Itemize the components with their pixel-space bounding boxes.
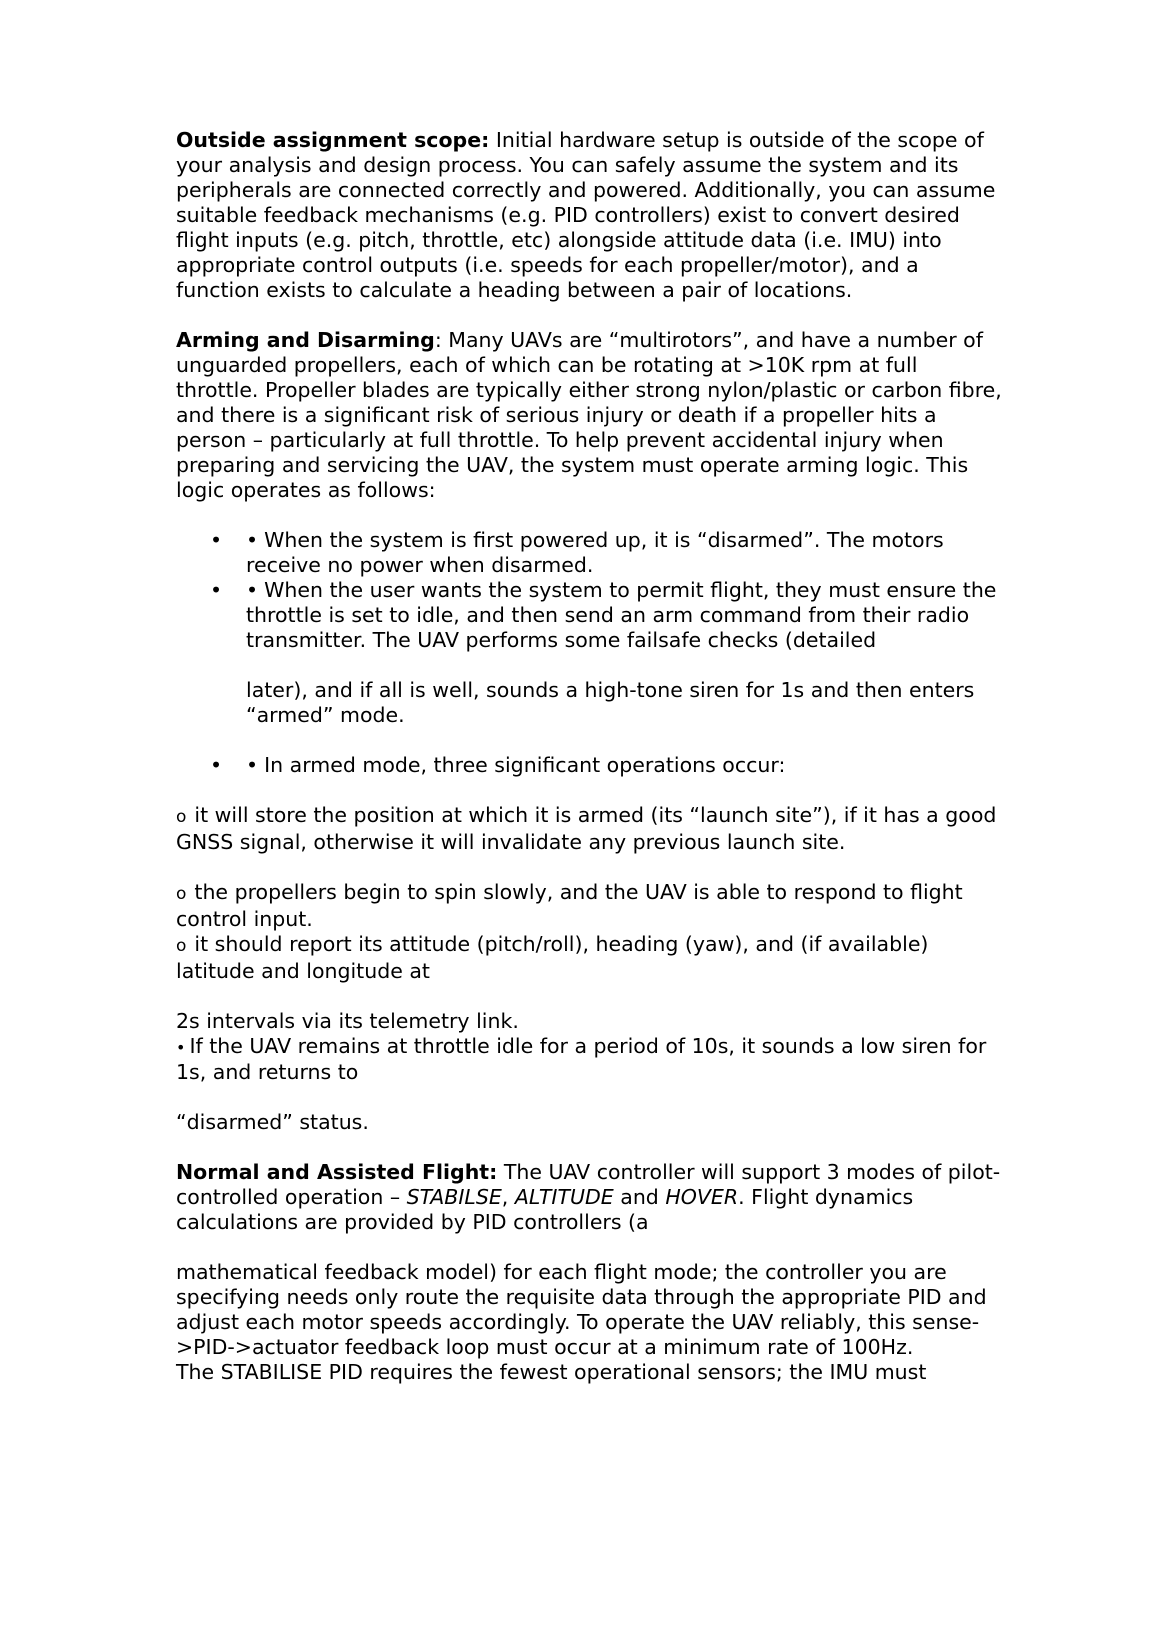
mode-stabilse: STABILSE — [406, 1185, 502, 1209]
list-item — [176, 753, 1006, 778]
flight-paragraph: Normal and Assisted Flight: The UAV controller will support 3 modes of pilot-controlled operation – STABILSE, ALTITUDE and HOVER. Flight dynamics calculations are provided by PID controllers (a — [176, 1160, 1001, 1234]
arming-heading: Arming and Disarming — [176, 328, 435, 352]
flight-paragraph-continued: mathematical feedback model) for each flight mode; the controller you are specifying needs only route the requisite data through the appropriate PID and adjust each motor speeds accordingly. To operate the UAV reliably, this sense->PID->actuator feedback loop must occur at a minimum rate of 100Hz. — [176, 1260, 987, 1359]
bullet-3-text: • In armed mode, three significant operations occur: — [246, 753, 786, 777]
sub-item-3-continued: 2s intervals via its telemetry link. — [176, 1009, 519, 1033]
sub-item-2: o the propellers begin to spin slowly, and the UAV is able to respond to flight control input. — [176, 880, 963, 931]
bullet-4-continued: “disarmed” status. — [176, 1110, 369, 1134]
bullet-icon: • — [246, 528, 259, 552]
mode-hover: HOVER — [665, 1185, 739, 1209]
circle-bullet-icon: o — [176, 884, 187, 904]
arming-bullet-list-2 — [176, 753, 1006, 778]
stabilise-paragraph: The STABILISE PID requires the fewest operational sensors; the IMU must — [176, 1360, 927, 1384]
arming-text: : Many UAVs are “multirotors”, and have a number of unguarded propellers, each of which can be rotating at >10K rpm at full throttle. Propeller blades are typically either strong nylon/plastic or carbon fibre, and there is a significant risk of serious injury or death if a propeller hits a person – particularly at full throttle. To help prevent accidental injury when preparing and servicing the UAV, the system must operate arming logic. This logic operates as follows: — [176, 328, 1002, 502]
list-item — [176, 528, 1006, 578]
mode-altitude: ALTITUDE — [514, 1185, 614, 1209]
bullet-icon: • — [210, 578, 223, 602]
flight-heading: Normal and Assisted Flight: — [176, 1160, 498, 1184]
arming-bullet-list — [176, 528, 1006, 728]
sub-item-1: o it will store the position at which it is armed (its “launch site”), if it has a good GNSS signal, otherwise it will invalidate any previous launch site. — [176, 803, 997, 854]
arming-paragraph — [176, 328, 1006, 503]
bullet-2-text: • When the user wants the system to permit flight, they must ensure the throttle is set to idle, and then send an arm command from their radio transmitter. The UAV performs some failsafe checks (detailed — [246, 578, 997, 652]
circle-bullet-icon: o — [176, 807, 187, 827]
bullet-4: • If the UAV remains at throttle idle for a period of 10s, it sounds a low siren for 1s, and returns to — [176, 1034, 987, 1084]
outside-scope-heading: Outside assignment scope: — [176, 128, 490, 152]
list-item — [176, 578, 1006, 728]
bullet-1-text: • When the system is first powered up, it is “disarmed”. The motors receive no power when disarmed. — [246, 528, 944, 577]
bullet-icon: • — [176, 1038, 186, 1057]
outside-scope-text: Initial hardware setup is outside of the scope of your analysis and design process. You can safely assume the system and its peripherals are connected correctly and powered. Additionally, you can assume suitable feedback mechanisms (e.g. PID controllers) exist to convert desired flight inputs (e.g. pitch, throttle, etc) alongside attitude data (i.e. IMU) into appropriate control outputs (i.e. speeds for each propeller/motor), and a function exists to calculate a heading between a pair of locations. — [176, 128, 996, 302]
document-page — [176, 128, 1006, 1385]
bullet-2-continued: later), and if all is well, sounds a high-tone siren for 1s and then enters “armed” mode. — [246, 678, 975, 727]
bullet-icon: • — [246, 578, 259, 602]
outside-scope-paragraph — [176, 128, 1006, 303]
bullet-icon: • — [210, 753, 223, 777]
sub-item-3: o it should report its attitude (pitch/roll), heading (yaw), and (if available) latitude and longitude at — [176, 932, 929, 983]
circle-bullet-icon: o — [176, 936, 187, 956]
bullet-icon: • — [246, 753, 259, 777]
bullet-icon: • — [210, 528, 223, 552]
